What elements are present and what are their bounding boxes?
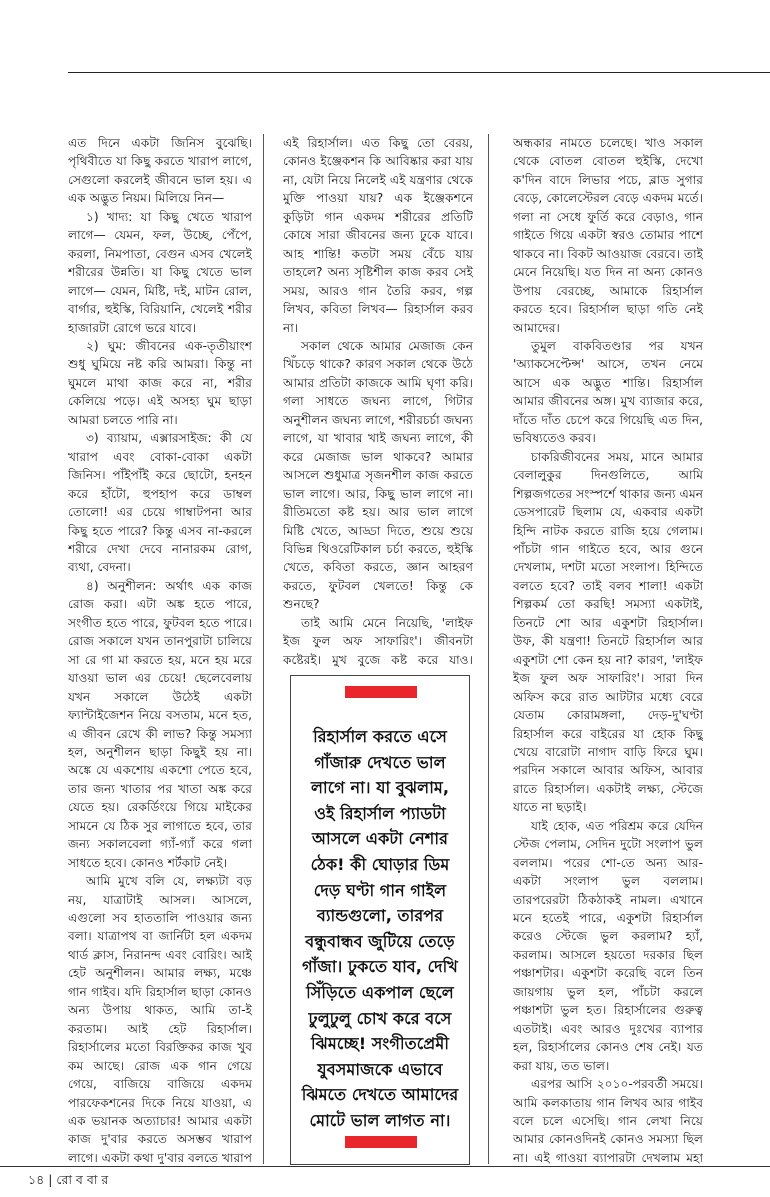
pull-quote: রিহার্সাল করতে এসে গাঁজারু দেখতে ভাল লাগে না। যা বুঝলাম, ওই রিহার্সাল প্যাডটা আসলে একটা নেশার ঠেক! কী ঘোড়ার ডিম দেড় ঘণ্টা গান গাইল ব্যান্ডগুলো, তারপর বন্ধুবান্ধব জুটিয়ে তেড়ে গাঁজা। ঢুকতে যাব, দেখি সিঁড়িতে একপাল ছেলে ঢুলুঢুলু চোখ করে বসে ঝিমচ্ছে! সংগীতপ্রেমী যুবসমাজকে এভাবে ঝিমতে দেখতে আমাদের মোটে ভাল লাগত না। xyxy=(301,727,459,1130)
paragraph: ৩) ব্যায়াম, এক্সারসাইজ: কী যে খারাপ এবং বোকা-বোকা একটা জিনিস। পাঁইপাঁই করে ছোটো, হনহন করে হাঁটো, হুপহাপ করে ডাম্বল তোলো! এর চেয়ে গাম্বাটপনা আর কিছু হতে পারে? কিন্তু এসব না-করলে শরীরে দেখা দেবে নানারকম রোগ, ব্যথা, বেদনা। xyxy=(68,431,252,575)
paragraph: চাকরিজীবনের সময়, মানে আমার বেলালুকুর দিনগুলিতে, আমি শিল্পজগতের সংস্পর্শে থাকার জন্য এমন ডেসপারেট ছিলাম যে, একবার একটা হিন্দি নাটক করতে রাজি হয়ে গেলাম। পাঁচটা গান গাইতে হবে, আর গুনে দেখলাম, দশটা মতো সংলাপ। হিন্দিতে বলতে হবে? তাই বলব শালা! একটা শিল্পকর্ম তো করছি! সমস্যা একটাই, তিনটে শো আর একুশটা রিহার্সাল। উফ, কী যন্ত্রণা! তিনটে রিহার্সাল আর একুশটা শো কেন হয় না? কারণ, 'লাইফ ইজ ফুল অফ সাফারিং'। সারা দিন অফিস করে রাত আটটার মধ্যে বেরে যেতাম কোরামঙ্গলা, দেড়-দু'ঘণ্টা রিহার্সাল করে বাইরের যা হোক কিছু খেয়ে বারোটা নাগাদ বাড়ি ফিরে ঘুম। পরদিন সকালে আবার অফিস, আবার রাতে রিহার্সাল। একটাই লক্ষ্য, স্টেজে যাতে না ছড়াই। xyxy=(513,449,703,815)
pull-quote-box xyxy=(290,675,470,1165)
footer-rule xyxy=(0,1166,770,1167)
column-divider xyxy=(263,134,264,1164)
paragraph: ২) ঘুম: জীবনের এক-তৃতীয়াংশ শুধু ঘুমিয়ে নষ্ট করি আমরা। কিন্তু না ঘুমলে মাথা কাজ করে না, শরীর কেলিয়ে পড়ে। এই অসহ্য ঘুম ছাড়া আমরা চলতে পারি না। xyxy=(68,338,252,427)
paragraph: তাই আমি মেনে নিয়েছি, 'লাইফ ইজ ফুল অফ সাফারিং'। জীবনটা কষ্টেরই। মুখ বুজে কষ্ট করে যাও। xyxy=(283,615,473,667)
article-column-1 xyxy=(68,134,252,1164)
paragraph: ১) খাদ্য: যা কিছু খেতে খারাপ লাগে— যেমন, ফল, উচ্ছে, পেঁপে, করলা, নিমপাতা, বেগুন এসব খেলেই শরীরের উন্নতি। যা কিছু খেতে ভাল লাগে— যেমন, মিষ্টি, দই, মাটন রোল, বার্গার, হুইস্কি, বিরিয়ানি, খেলেই শরীর হাজারটা রোগে ভরে যাবে। xyxy=(68,209,252,335)
red-accent-bar xyxy=(345,1136,417,1148)
page-footer: ১৪ | রো ব বা র xyxy=(28,1172,109,1187)
paragraph: সকাল থেকে আমার মেজাজ কেন খিঁচড়ে থাকে? কারণ সকাল থেকে উঠে আমার প্রতিটা কাজকে আমি ঘৃণা করি। গলা সাধতে জঘন্য লাগে, গিটার অনুশীলন জঘন্য লাগে, শরীরচর্চা জঘন্য লাগে, যা খাবার খাই জঘন্য লাগে, কী করে মেজাজ ভাল থাকবে? আমার আসলে শুধুমাত্র সৃজনশীল কাজ করতে ভাল লাগে। আর, কিছু ভাল লাগে না। রীতিমতো কষ্ট হয়। আর ভাল লাগে মিষ্টি খেতে, আড্ডা দিতে, শুয়ে শুয়ে বিভিন্ন থিওরেটিকাল চর্চা করতে, হুইস্কি খেতে, কবিতা করতে, জ্ঞান আহরণ করতে, ফুটবল খেলতে! কিন্তু কে শুনছে? xyxy=(283,338,473,612)
column-divider xyxy=(488,134,489,1164)
article-column-2 xyxy=(283,134,473,667)
paragraph: ৪) অনুশীলন: অর্থাৎ এক কাজ রোজ করা। এটা অঙ্ক হতে পারে, সংগীত হতে পারে, ফুটবল হতে পারে। রোজ সকালে যখন তানপুরাটা চালিয়ে সা রে গা মা করতে হয়, মনে হয় মরে যাওয়া ভাল এর চেয়ে! ছেলেবেলায় যখন সকালে উঠেই একটা ফ্যান্টাইজেশন নিয়ে বসতাম, মনে হত, এ জীবন রেখে কী লাভ? কিন্তু সমস্যা হল, অনুশীলন ছাড়া কিছুই হয় না। অঙ্কে যে একশোয় একশো পেতে হবে, তার জন্য খাতার পর খাতা অঙ্ক করে যেতে হয়। রেকর্ডিংয়ে গিয়ে মাইকের সামনে যে ঠিক সুর লাগাতে হবে, তার জন্য সকালবেলা গ্যাঁ-গ্যাঁ করে গলা সাধতে হবে। কোনও শর্টকাট নেই। xyxy=(68,578,252,870)
top-rule xyxy=(68,72,770,73)
paragraph: তুমুল বাকবিতণ্ডার পর যখন 'অ্যাকসেপ্টেন্স' আসে, তখন নেমে আসে এক অদ্ভুত শান্তি। রিহার্সাল আমার জীবনের অঙ্গ। মুখ ব্যাজার করে, দাঁতে দাঁত চেপে করে গিয়েছি এত দিন, ভবিষ্যতেও করব। xyxy=(513,338,703,446)
paragraph: এরপর আসি ২০১০-পরবর্তী সময়ে। আমি কলকাতায় গান লিখব আর গাইব বলে চলে এসেছি। গান লেখা নিয়ে আমার কোনওদিনই কোনও সমস্যা ছিল না। এই গাওয়া ব্যাপারটা দেখলাম মহা xyxy=(513,1077,703,1164)
red-accent-bar xyxy=(345,686,417,698)
paragraph: এই রিহার্সাল। এত কিছু তো বেরয়, কোনও ইঞ্জেকশন কি আবিষ্কার করা যায় না, যেটা নিয়ে নিলেই এই যন্ত্রণার থেকে মুক্তি পাওয়া যায়? এক ইঞ্জেকশনে কুড়িটা গান একদম শরীরের প্রতিটি কোষে সারা জীবনের জন্য ঢুকে যাবে। আহ শান্তি! কতটা সময় বেঁচে যায় তাহলে? অন্য সৃষ্টিশীল কাজ করব সেই সময়, আরও গান তৈরি করব, গল্প লিখব, কবিতা লিখব— রিহার্সাল করব না। xyxy=(283,136,473,335)
paragraph: অন্ধকার নামতে চলেছে। খাও সকাল থেকে বোতল বোতল হুইস্কি, দেখো ক'দিন বাদে লিভার পচে, ব্লাড সুগার বেড়ে, কোলেস্টেরল বেড়ে একদম মর্তে। গলা না সেধে ফুর্তি করে বেড়াও, গান গাইতে গিয়ে একটা স্বরও তোমার পাশে থাকবে না। বিকট আওয়াজ বেরবে। তাই মেনে নিয়েছি। যত দিন না অন্য কোনও উপায় বেরচ্ছে, আমাকে রিহার্সাল করতে হবে। রিহার্সাল ছাড়া গতি নেই আমাদের। xyxy=(513,136,703,335)
paragraph: আমি মুখে বলি যে, লক্ষ্যটা বড় নয়, যাত্রাটাই আসল। আসলে, এগুলো সব হাততালি পাওয়ার জন্য বলা। যাত্রাপথ বা জার্নিটা হল একদম থার্ড ক্লাস, নিরানন্দ এবং বোরিং। আই হেট অনুশীলন। আমার লক্ষ্য, মঞ্চে গান গাইব। যদি রিহার্সাল ছাড়া কোনও অন্য উপায় থাকত, আমি তা-ই করতাম। আই হেট রিহার্সাল। রিহার্সালের মতো বিরক্তিকর কাজ খুব কম আছে। রোজ এক গান গেয়ে গেয়ে, বাজিয়ে বাজিয়ে একদম পারফেকশনের দিকে নিয়ে যাওয়া, এ এক ভয়ানক অত্যাচার! আমার একটা কাজ দু'বার করতে অসম্ভব খারাপ লাগে। একটা কথা দু'বার বলতে খারাপ xyxy=(68,874,252,1164)
paragraph: এত দিনে একটা জিনিস বুঝেছি। পৃথিবীতে যা কিছু করতে খারাপ লাগে, সেগুলো করলেই জীবনে ভাল হয়। এ এক অদ্ভুত নিয়ম। মিলিয়ে নিন— xyxy=(68,136,252,206)
article-column-3 xyxy=(513,134,703,1164)
paragraph: যাই হোক, এত পরিশ্রম করে যেদিন স্টেজ পেলাম, সেদিন দুটো সংলাপ ভুল বললাম। পরের শো-তে অন্য আর-একটা সংলাপ ভুল বললাম। তারপরেরটা ঠিকঠাকই নামল। এখানে মনে হতেই পারে, একুশটা রিহার্সাল করেও স্টেজে ভুল করলাম? হ্যাঁ, করলাম। আসলে হয়তো দরকার ছিল পঞ্চাশটার। একুশটা করেছি বলে তিন জায়গায় ভুল হল, পাঁচটা করলে পঞ্চাশটা ভুল হত। রিহার্সালের গুরুত্ব এতটাই। এবং আরও দুঃখের ব্যাপার হল, রিহার্সালের কোনও শেষ নেই। যত করা যায়, তত ভাল। xyxy=(513,818,703,1073)
